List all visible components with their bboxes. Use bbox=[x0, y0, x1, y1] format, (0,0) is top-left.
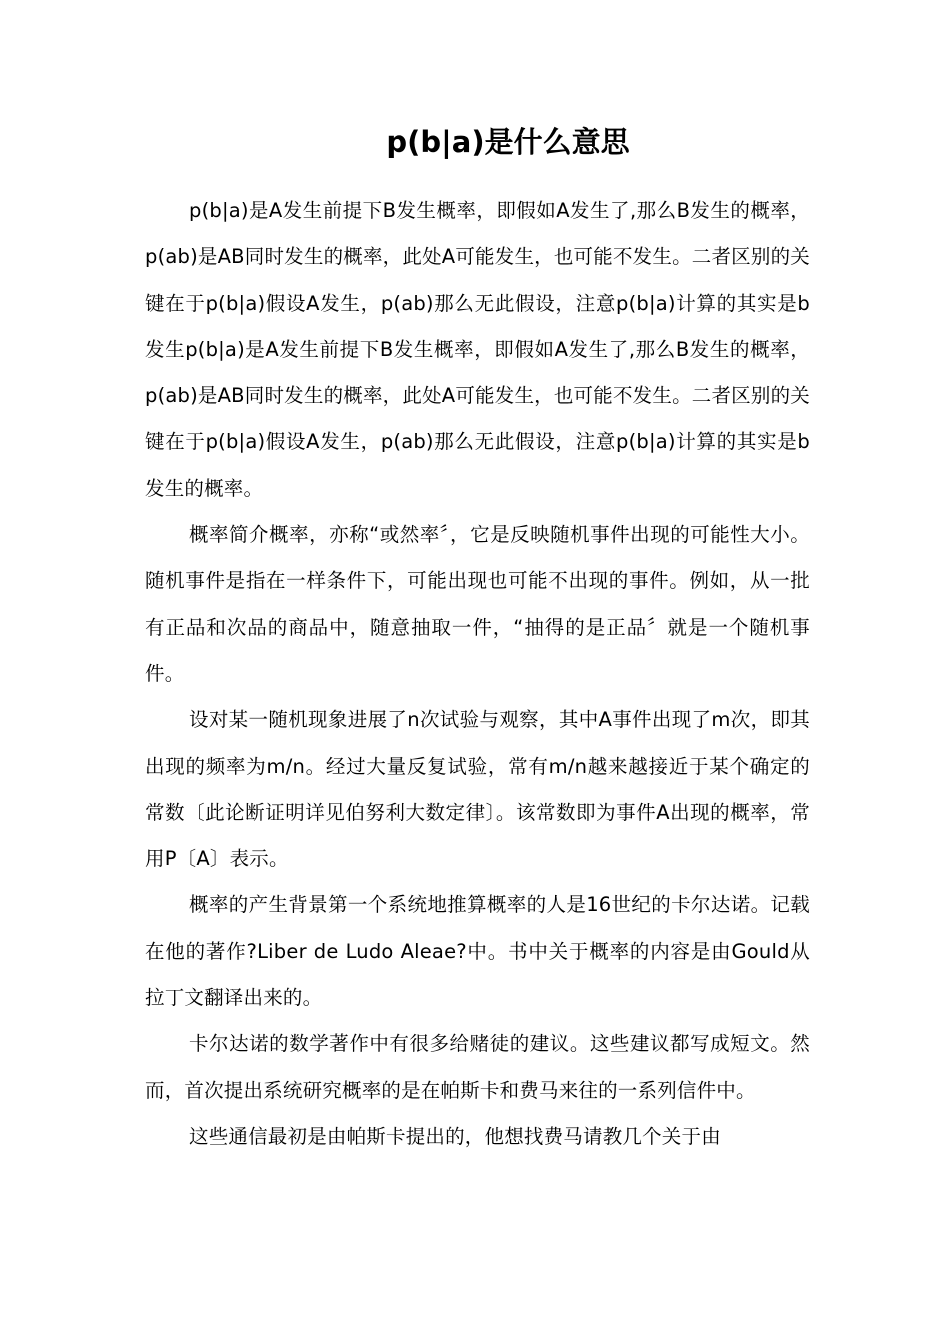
document-body bbox=[145, 188, 810, 1160]
paragraph: 这些通信最初是由帕斯卡提出的，他想找费马请教几个关于由 bbox=[189, 1124, 721, 1148]
document-title: p(b|a)是什么意思 bbox=[386, 125, 630, 159]
paragraph: 设对某一随机现象进展了n次试验与观察，其中A事件出现了m次，即其出现的频率为m/n。经过大量反复试验，常有m/n越来越接近于某个确定的常数〔此论断证明详见伯努利大数定律〕。该常数即为事件A出现的概率，常用P〔A〕表示。 bbox=[145, 708, 810, 871]
paragraph: p(b|a)是A发生前提下B发生概率，即假如A发生了,那么B发生的概率，p(ab)是AB同时发生的概率，此处A可能发生，也可能不发生。二者区别的关键在于p(b|a)假设A发生，p(ab)那么无此假设，注意p(b|a)计算的其实是b发生p(b|a)是A发生前提下B发生概率，即假如A发生了,那么B发生的概率，p(ab)是AB同时发生的概率，此处A可能发生，也可能不发生。二者区别的关键在于p(b|a)假设A发生，p(ab)那么无此假设，注意p(b|a)计算的其实是b发生的概率。 bbox=[145, 199, 810, 500]
paragraph: 概率的产生背景第一个系统地推算概率的人是16世纪的卡尔达诺。记载在他的著作?Liber de Ludo Aleae?中。书中关于概率的内容是由Gould从拉丁文翻译出来的。 bbox=[145, 893, 810, 1010]
paragraph: 概率简介概率，亦称“或然率〞，它是反映随机事件出现的可能性大小。随机事件是指在一样条件下，可能出现也可能不出现的事件。例如，从一批有正品和次品的商品中，随意抽取一件，“抽得的是正品〞就是一个随机事件。 bbox=[145, 523, 810, 685]
paragraph: 卡尔达诺的数学著作中有很多给赌徒的建议。这些建议都写成短文。然而，首次提出系统研究概率的是在帕斯卡和费马来往的一系列信件中。 bbox=[145, 1032, 810, 1102]
